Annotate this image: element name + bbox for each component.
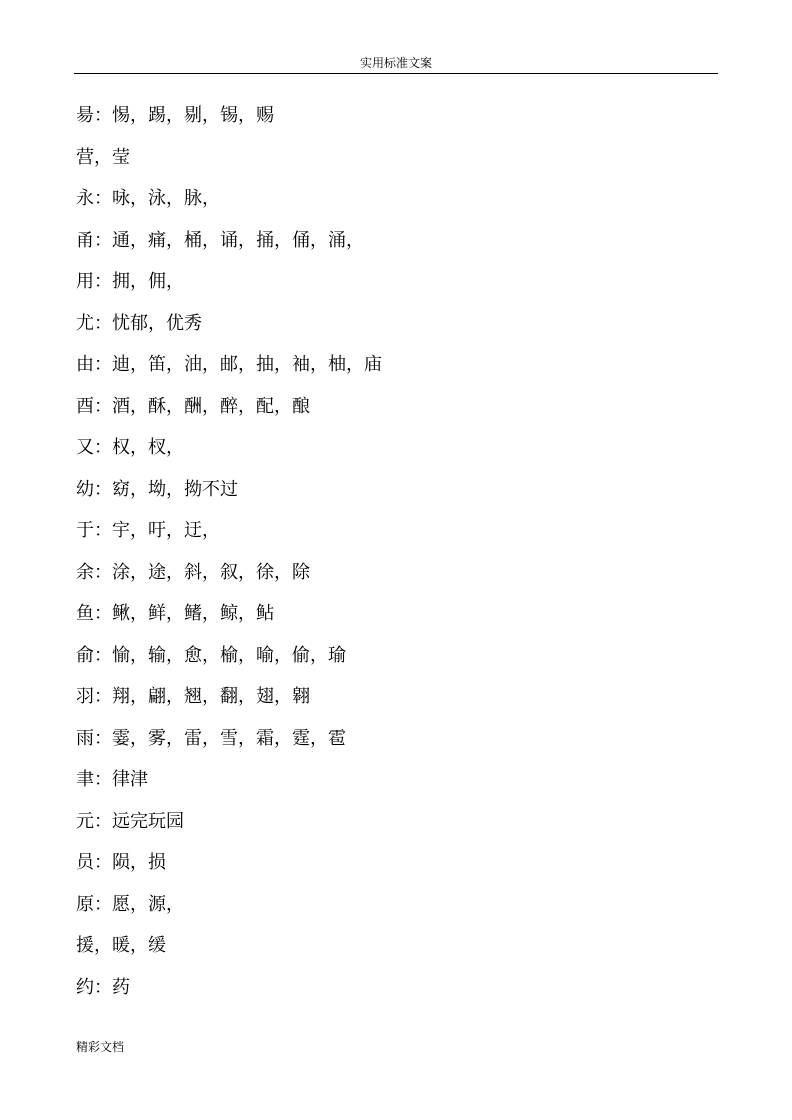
list-item: 营，莹 [76, 146, 130, 168]
list-item: 聿：律津 [76, 769, 148, 790]
list-item: 鱼：鳅，鲜，鳍，鲸，鲇 [76, 603, 274, 624]
list-item: 甬：通，痛，桶，诵，捅，俑，涌， [76, 229, 364, 251]
list-item: 永：咏，泳，脉， [76, 188, 220, 209]
list-item: 由：迪，笛，油，邮，抽，袖，柚，庙 [76, 354, 382, 375]
list-item: 又：权，杈， [76, 437, 184, 458]
list-item: 幼：窈，坳，拗不过 [76, 478, 238, 500]
list-item: 羽：翔，翩，翘，翻，翅，翱 [76, 686, 310, 707]
list-item: 元：远完玩园 [76, 810, 184, 832]
page-header: 实用标准文案 [359, 56, 432, 70]
list-item: 原：愿，源， [76, 893, 184, 915]
header-divider [74, 73, 718, 74]
list-item: 于：宇，吁，迂， [76, 520, 220, 541]
character-list [76, 104, 382, 1017]
list-item: 余：涂，途，斜，叙，徐，除 [76, 561, 310, 583]
list-item: 雨：霎，雾，雷，雪，霜，霆，雹 [76, 727, 346, 749]
list-item: 员：陨，损 [76, 852, 166, 873]
list-item: 援，暖，缓 [76, 935, 166, 956]
list-item: 尤：忧郁，优秀 [76, 312, 202, 334]
page-footer: 精彩文档 [76, 1040, 125, 1054]
list-item: 昜：惕，踢，剔，锡，赐 [76, 105, 274, 126]
list-item: 俞：愉，输，愈，榆，喻，偷，瑜 [76, 644, 346, 666]
list-item: 酉：酒，酥，酬，醉，配，酿 [76, 395, 310, 417]
list-item: 约：药 [76, 976, 130, 998]
list-item: 用：拥，佣， [76, 271, 184, 292]
